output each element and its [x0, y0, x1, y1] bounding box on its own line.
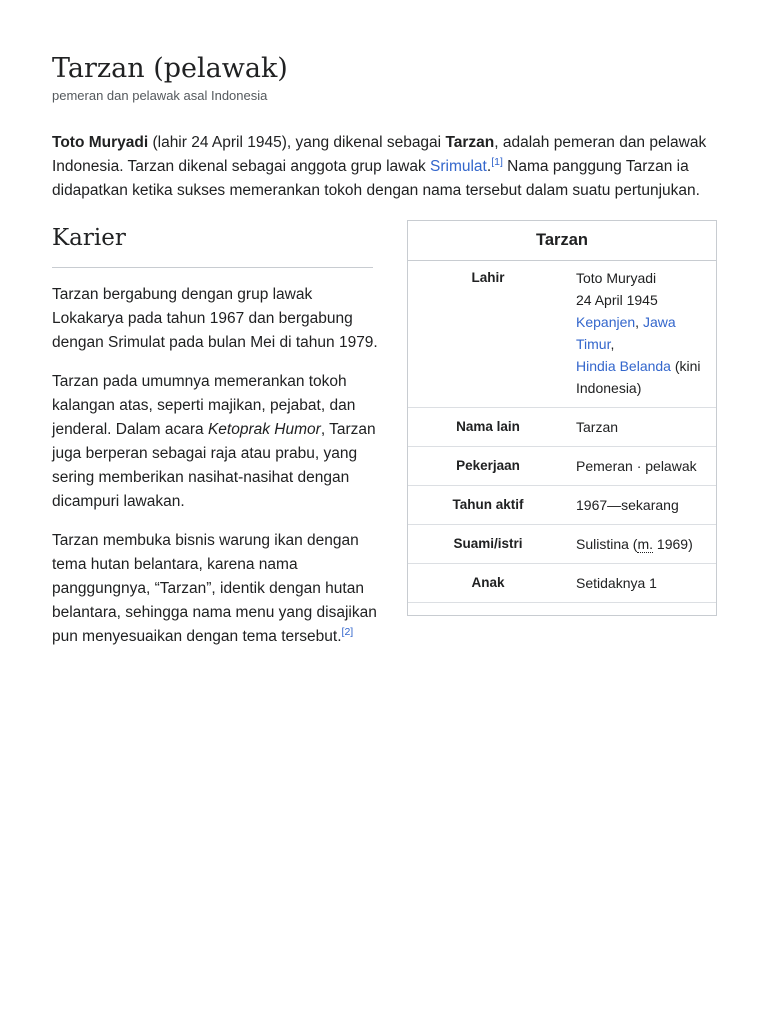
kepanjen-link[interactable]: Kepanjen: [576, 314, 636, 330]
section-heading-karier: Karier: [52, 223, 373, 268]
page-subtitle: pemeran dan pelawak asal Indonesia: [52, 88, 268, 103]
infobox-value-anak: Setidaknya 1: [576, 575, 657, 591]
married-abbr: m.: [637, 536, 654, 552]
infobox-value-pekerjaan: Pemeran · pelawak: [576, 458, 697, 474]
infobox-row-tahun-aktif: [408, 486, 716, 525]
infobox-value-tahun-aktif: 1967—sekarang: [576, 497, 679, 513]
intro-text-1: (lahir 24 April 1945), yang dikenal sebagai: [148, 134, 446, 151]
infobox-footer: [408, 603, 716, 615]
intro-paragraph: [52, 131, 718, 203]
infobox-row-lahir: [408, 261, 716, 408]
ketoprak-humor-title: Ketoprak Humor: [207, 421, 321, 438]
karier-p2-text-b: , Tarzan juga berperan sebagai raja atau prabu, yang sering memberikan nasihat-nasihat dengan dicampuri lawakan.: [52, 421, 376, 510]
infobox: [407, 220, 717, 616]
subject-alias: Tarzan: [445, 134, 495, 151]
infobox-title: Tarzan: [408, 221, 716, 261]
infobox-value-suami-istri: [568, 533, 716, 555]
infobox-row-nama-lain: [408, 408, 716, 447]
infobox-label-nama-lain: Nama lain: [456, 419, 520, 434]
infobox-value-nama-lain: Tarzan: [576, 419, 619, 435]
karier-paragraph-1: Tarzan bergabung dengan grup lawak Lokakarya pada tahun 1967 dan bergabung dengan Srimulat pada bulan Mei di tahun 1979.: [52, 286, 378, 351]
infobox-label-lahir: Lahir: [471, 270, 505, 285]
srimulat-link[interactable]: Srimulat: [430, 158, 487, 175]
page-title: Tarzan (pelawak): [52, 53, 288, 84]
reference-2-link[interactable]: [2]: [341, 625, 354, 638]
infobox-label-anak: Anak: [471, 575, 505, 590]
infobox-value-lahir: [568, 267, 716, 399]
intro-text-4: Nama panggung Tarzan ia didapatkan ketika sukses memerankan tokoh dengan nama tersebut dalam suatu pertunjukan.: [52, 158, 700, 199]
infobox-row-pekerjaan: [408, 447, 716, 486]
birth-name: Toto Muryadi: [576, 270, 657, 286]
article: [52, 52, 718, 649]
karier-p2-text-a: Tarzan pada umumnya memerankan tokoh kalangan atas, seperti majikan, pejabat, dan jenderal. Dalam acara: [52, 373, 356, 438]
reference-1-link[interactable]: [1]: [491, 155, 503, 168]
intro-text-2: , adalah pemeran dan pelawak Indonesia. Tarzan dikenal sebagai anggota grup lawak: [52, 134, 707, 175]
birthplace-comma-1: ,: [635, 314, 643, 330]
karier-p3-text: Tarzan membuka bisnis warung ikan dengan tema hutan belantara, karena nama panggungnya, “Tarzan”, identik dengan hutan belantara, sehingga nama menu yang disajikan pun menyesuaikan dengan tema tersebut.: [52, 532, 377, 645]
birthplace-kini: (kini Indonesia): [576, 358, 701, 396]
infobox-label-pekerjaan: Pekerjaan: [456, 458, 520, 473]
jawa-timur-link[interactable]: Jawa Timur: [576, 314, 676, 352]
marriage-year: 1969): [653, 536, 693, 552]
infobox-row-anak: [408, 564, 716, 603]
spouse-name: Sulistina (: [576, 536, 638, 552]
intro-text-3: .: [486, 158, 492, 175]
infobox-label-suami-istri: Suami/istri: [453, 536, 523, 551]
subject-name: Toto Muryadi: [52, 134, 149, 151]
hindia-belanda-link[interactable]: Hindia Belanda: [576, 358, 671, 374]
infobox-row-suami-istri: [408, 525, 716, 564]
birth-date: 24 April 1945: [576, 292, 658, 308]
birthplace-comma-2: ,: [610, 336, 615, 352]
infobox-label-tahun-aktif: Tahun aktif: [452, 497, 524, 512]
